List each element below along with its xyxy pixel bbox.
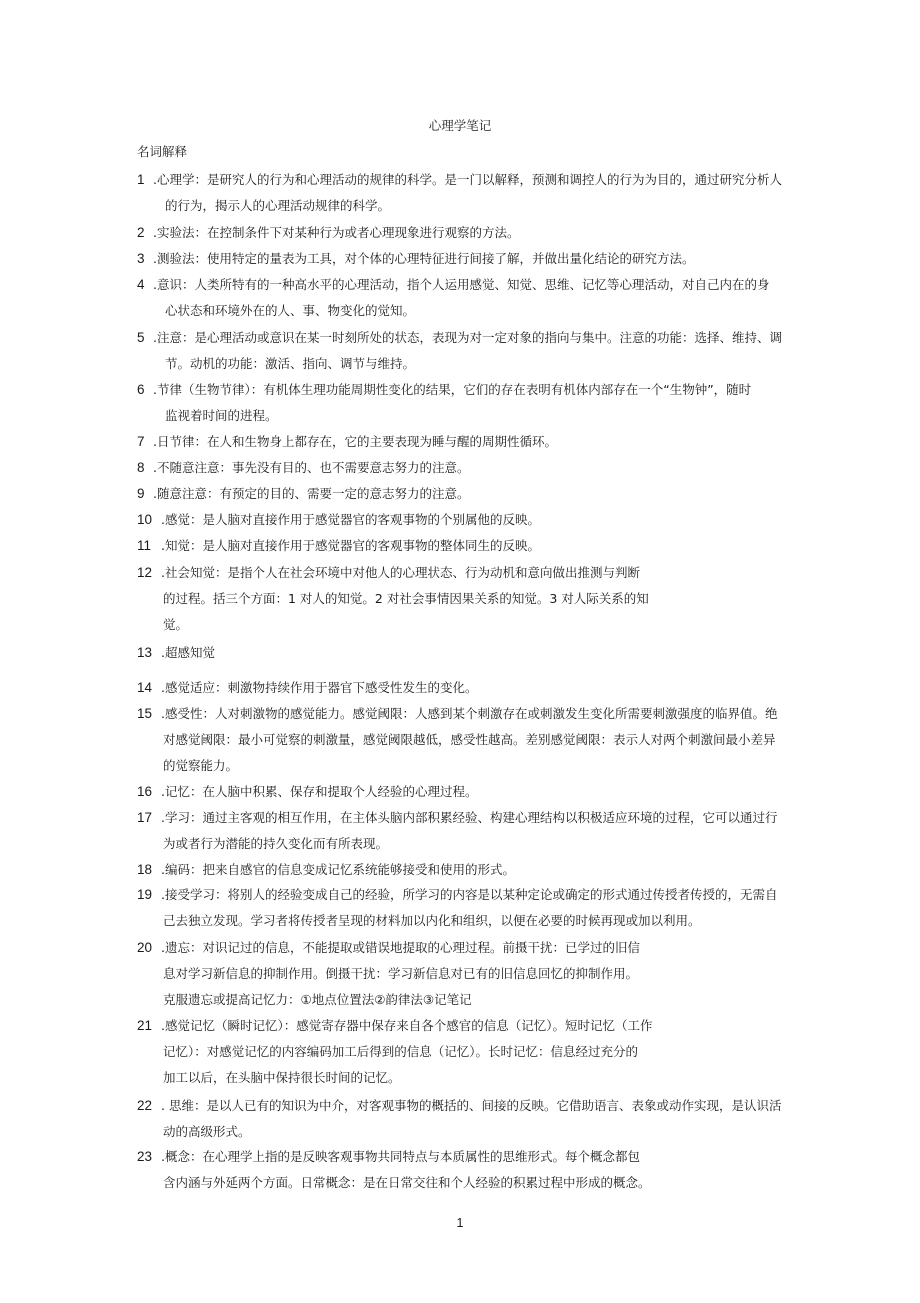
entry-line <box>137 533 787 559</box>
entry-line <box>137 1039 787 1065</box>
entry-text: .感觉适应：刺激物持续作用于器官下感受性发生的变化。 <box>161 680 478 695</box>
entry-number: 13 <box>137 645 153 660</box>
list-item <box>137 246 787 272</box>
entry-line <box>137 1065 787 1091</box>
list-item <box>137 1093 787 1145</box>
list-item <box>137 857 787 883</box>
list-item <box>137 640 787 666</box>
entry-number: 16 <box>137 784 153 799</box>
entry-number: 2 <box>137 225 145 240</box>
list-item <box>137 779 787 805</box>
entry-number: 4 <box>137 277 145 292</box>
list-item <box>137 429 787 455</box>
list-item <box>137 272 787 324</box>
list-item <box>137 507 787 533</box>
entry-line <box>137 272 787 298</box>
entry-line <box>137 701 787 727</box>
list-item <box>137 167 787 219</box>
entry-text: .心理学：是研究人的行为和心理活动的规律的科学。是一门以解释，预测和调控人的行为为目的，通过研究分析人 <box>153 172 782 187</box>
entry-text-continued: 己去独立发现。学习者将传授者呈现的材料加以内化和组织，以便在必要的时候再现或加以利用。 <box>163 913 701 928</box>
entry-number: 11 <box>137 538 152 553</box>
entry-line <box>137 586 787 612</box>
entry-text-continued: 为或者行为潜能的持久变化而有所表现。 <box>163 836 389 851</box>
entry-number: 15 <box>137 706 153 721</box>
page-number: 1 <box>456 1216 464 1230</box>
entry-text: .知觉：是人脑对直接作用于感觉器官的客观事物的整体同生的反映。 <box>161 538 540 553</box>
entry-text: .学习：通过主客观的相互作用，在主体头脑内部积累经验、构建心理结构以积极适应环境的过程，它可以通过行 <box>161 810 778 825</box>
entry-line <box>137 987 787 1013</box>
entry-text-continued: 的觉察能力。 <box>163 758 239 773</box>
entry-number: 7 <box>137 434 145 449</box>
entry-line <box>137 727 787 753</box>
list-item <box>137 1144 787 1196</box>
entry-line <box>137 325 787 351</box>
entry-text: .实验法：在控制条件下对某种行为或者心理现象进行观察的方法。 <box>153 225 520 240</box>
entry-text: .注意：是心理活动或意识在某一时刻所处的状态，表现为对一定对象的指向与集中。注意的功能：选择、维持、调 <box>153 330 782 345</box>
entry-text: .日节律：在人和生物身上都存在，它的主要表现为睡与醒的周期性循环。 <box>153 434 557 449</box>
entry-line <box>137 481 787 507</box>
entry-number: 10 <box>137 512 153 527</box>
entry-number: 23 <box>137 1149 153 1164</box>
list-item <box>137 533 787 559</box>
entry-text: .记忆：在人脑中积累、保存和提取个人经验的心理过程。 <box>161 784 478 799</box>
entry-text: .编码：把来自感官的信息变成记忆系统能够接受和使用的形式。 <box>161 862 515 877</box>
page-title: 心理学笔记 <box>428 118 492 133</box>
entry-number: 21 <box>137 1018 153 1033</box>
list-item <box>137 701 787 779</box>
entry-text-continued: 的过程。括三个方面：1 对人的知觉。2 对社会事情因果关系的知觉。3 对人际关系的知 <box>163 591 649 606</box>
entry-text: .超感知觉 <box>161 645 215 660</box>
entry-number: 19 <box>137 887 153 902</box>
entry-number: 22 <box>137 1098 153 1113</box>
list-item <box>137 220 787 246</box>
entry-line <box>137 753 787 779</box>
entry-text: .感受性：人对刺激物的感觉能力。感觉阈限：人感到某个刺激存在或刺激发生变化所需要刺激强度的临界值。绝 <box>161 706 778 721</box>
entry-text-continued: 监视着时间的进程。 <box>165 408 278 423</box>
entry-line <box>137 612 787 638</box>
entry-line <box>137 1144 787 1170</box>
entry-line <box>137 193 787 219</box>
entry-line <box>137 805 787 831</box>
entry-text: .社会知觉：是指个人在社会环境中对他人的心理状态、行为动机和意向做出推测与判断 <box>161 565 640 580</box>
entry-number: 14 <box>137 680 153 695</box>
list-item <box>137 455 787 481</box>
entry-line <box>137 779 787 805</box>
entry-text: .随意注意：有预定的目的、需要一定的意志努力的注意。 <box>153 486 470 501</box>
entry-text: .节律（生物节律）：有机体生理功能周期性变化的结果，它们的存在表明有机体内部存在一个“生物钟”，随时 <box>153 382 752 397</box>
entry-line <box>137 220 787 246</box>
entry-number: 5 <box>137 330 145 345</box>
entry-line <box>137 857 787 883</box>
list-item <box>137 377 787 429</box>
entry-number: 1 <box>137 172 145 187</box>
entry-text-continued: 克服遗忘或提高记忆力：①地点位置法②韵律法③记笔记 <box>163 992 472 1007</box>
entry-line <box>137 455 787 481</box>
entry-text-continued: 心状态和环境外在的人、事、物变化的觉知。 <box>165 303 416 318</box>
entry-line <box>137 831 787 857</box>
entry-number: 17 <box>137 810 153 825</box>
entry-number: 12 <box>137 565 153 580</box>
entry-line <box>137 1013 787 1039</box>
list-item <box>137 805 787 857</box>
list-item <box>137 675 787 701</box>
entry-number: 6 <box>137 382 145 397</box>
entry-text: .遗忘：对识记过的信息，不能提取或错误地提取的心理过程。前摄干扰：已学过的旧信 <box>161 940 640 955</box>
entry-text-continued: 节。动机的功能：激活、指向、调节与维持。 <box>165 356 416 371</box>
entry-number: 8 <box>137 460 145 475</box>
entry-line <box>137 403 787 429</box>
entry-text: .感觉：是人脑对直接作用于感觉器官的客观事物的个别属他的反映。 <box>161 512 540 527</box>
entry-line <box>137 246 787 272</box>
entry-line <box>137 961 787 987</box>
entry-text: .不随意注意：事先没有目的、也不需要意志努力的注意。 <box>153 460 470 475</box>
entry-number: 3 <box>137 251 145 266</box>
entry-text-continued: 加工以后，在头脑中保持很长时间的记忆。 <box>163 1070 401 1085</box>
list-item <box>137 560 787 638</box>
entry-text-continued: 的行为，揭示人的心理活动规律的科学。 <box>165 198 391 213</box>
entry-text: . 思维：是以人已有的知识为中介，对客观事物的概括的、间接的反映。它借助语言、表象或动作实现，是认识活 <box>161 1098 782 1113</box>
entry-line <box>137 351 787 377</box>
section-heading: 名词解释 <box>137 144 188 159</box>
entry-line <box>137 298 787 324</box>
entry-text-continued: 含内涵与外延两个方面。日常概念：是在日常交往和个人经验的积累过程中形成的概念。 <box>163 1175 651 1190</box>
entry-line <box>137 560 787 586</box>
entry-line <box>137 1170 787 1196</box>
entry-line <box>137 908 787 934</box>
list-item <box>137 882 787 934</box>
entry-number: 9 <box>137 486 145 501</box>
entry-text-continued: 觉。 <box>163 617 189 632</box>
entry-text: .测验法：使用特定的量表为工具，对个体的心理特征进行间接了解，并做出量化结论的研究方法。 <box>153 251 695 266</box>
entry-line <box>137 882 787 908</box>
entry-line <box>137 167 787 193</box>
entry-text-continued: 动的高级形式。 <box>163 1124 251 1139</box>
list-item <box>137 481 787 507</box>
entry-line <box>137 935 787 961</box>
entry-text: .意识：人类所特有的一种高水平的心理活动，指个人运用感觉、知觉、思维、记忆等心理活动，对自己内在的身 <box>153 277 770 292</box>
entry-text-continued: 记忆）：对感觉记忆的内容编码加工后得到的信息（记忆）。长时记忆：信息经过充分的 <box>163 1044 639 1059</box>
entry-number: 18 <box>137 862 153 877</box>
entry-line <box>137 1093 787 1119</box>
entry-line <box>137 1119 787 1145</box>
list-item <box>137 1013 787 1091</box>
entry-line <box>137 377 787 403</box>
list-item <box>137 935 787 1013</box>
entry-number: 20 <box>137 940 153 955</box>
list-item <box>137 325 787 377</box>
entry-text: .概念：在心理学上指的是反映客观事物共同特点与本质属性的思维形式。每个概念都包 <box>161 1149 640 1164</box>
entry-text: .感觉记忆（瞬时记忆）：感觉寄存器中保存来自各个感官的信息（记忆）。短时记忆（工作 <box>161 1018 653 1033</box>
entry-line <box>137 675 787 701</box>
entry-line <box>137 640 787 666</box>
entry-text-continued: 息对学习新信息的抑制作用。倒摄干扰：学习新信息对已有的旧信息回忆的抑制作用。 <box>163 966 639 981</box>
entry-text-continued: 对感觉阈限：最小可觉察的刺激量，感觉阈限越低，感受性越高。差别感觉阈限：表示人对两个刺激间最小差异 <box>163 732 776 747</box>
entry-line <box>137 429 787 455</box>
entry-line <box>137 507 787 533</box>
entry-text: .接受学习：将别人的经验变成自己的经验，所学习的内容是以某种定论或确定的形式通过传授者传授的，无需自 <box>161 887 778 902</box>
